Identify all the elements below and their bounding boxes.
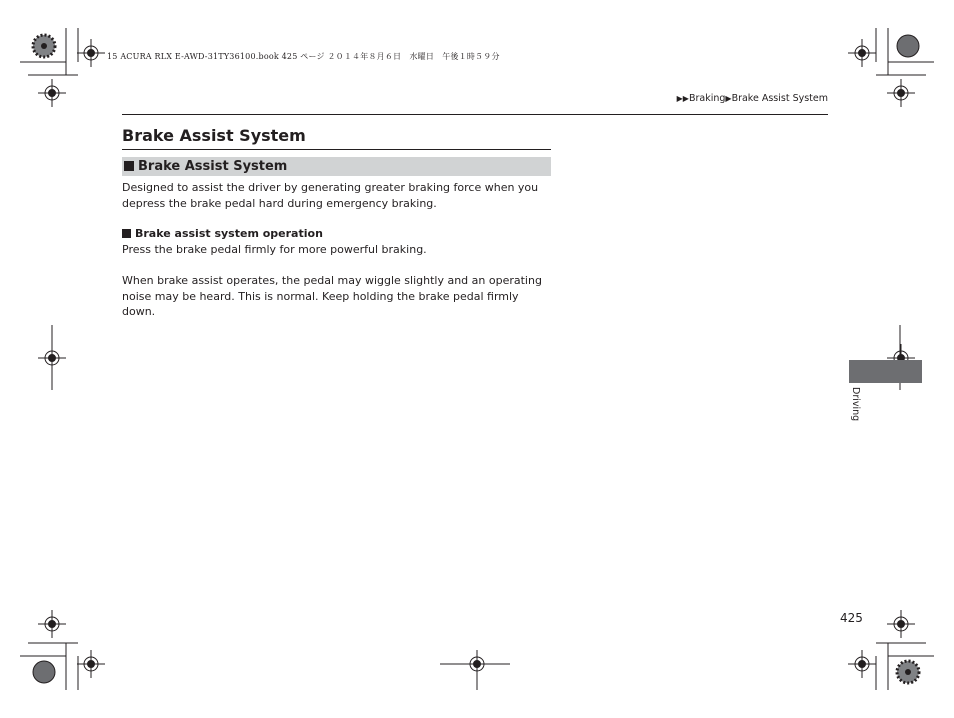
section-title: Brake Assist System [138,159,288,174]
subsection-paragraph: Press the brake pedal firmly for more powerful braking. [122,243,427,256]
section-square-icon [124,161,134,171]
note-paragraph: When brake assist operates, the pedal may wiggle slightly and an operating noise may be heard. This is normal. Keep holding the brake pedal firmly down. [122,274,542,318]
breadcrumb [677,93,828,104]
breadcrumb-separator-icon: ▶ [725,94,732,103]
intro-paragraph: Designed to assist the driver by generating greater braking force when you depress the brake pedal hard during emergency braking. [122,181,539,210]
chapter-side-label: Driving [850,387,861,422]
breadcrumb-prefix-icon: ▶▶ [676,94,689,103]
section-heading-bar [122,157,551,176]
subsection-heading [122,227,323,240]
title-rule [122,149,551,150]
subsection-title: Brake assist system operation [135,227,323,240]
subsection-square-icon [122,229,131,238]
breadcrumb-link-braking[interactable]: Braking [688,93,726,104]
chapter-side-tab[interactable] [849,360,922,383]
page-title: Brake Assist System [122,126,306,145]
breadcrumb-current: Brake Assist System [731,93,828,104]
header-rule [122,114,828,115]
page-number: 425 [840,611,863,625]
print-header: 15 ACURA RLX E-AWD-31TY36100.book 425 ページ ２０１４年８月６日 水曜日 午後１時５９分 [107,52,500,61]
